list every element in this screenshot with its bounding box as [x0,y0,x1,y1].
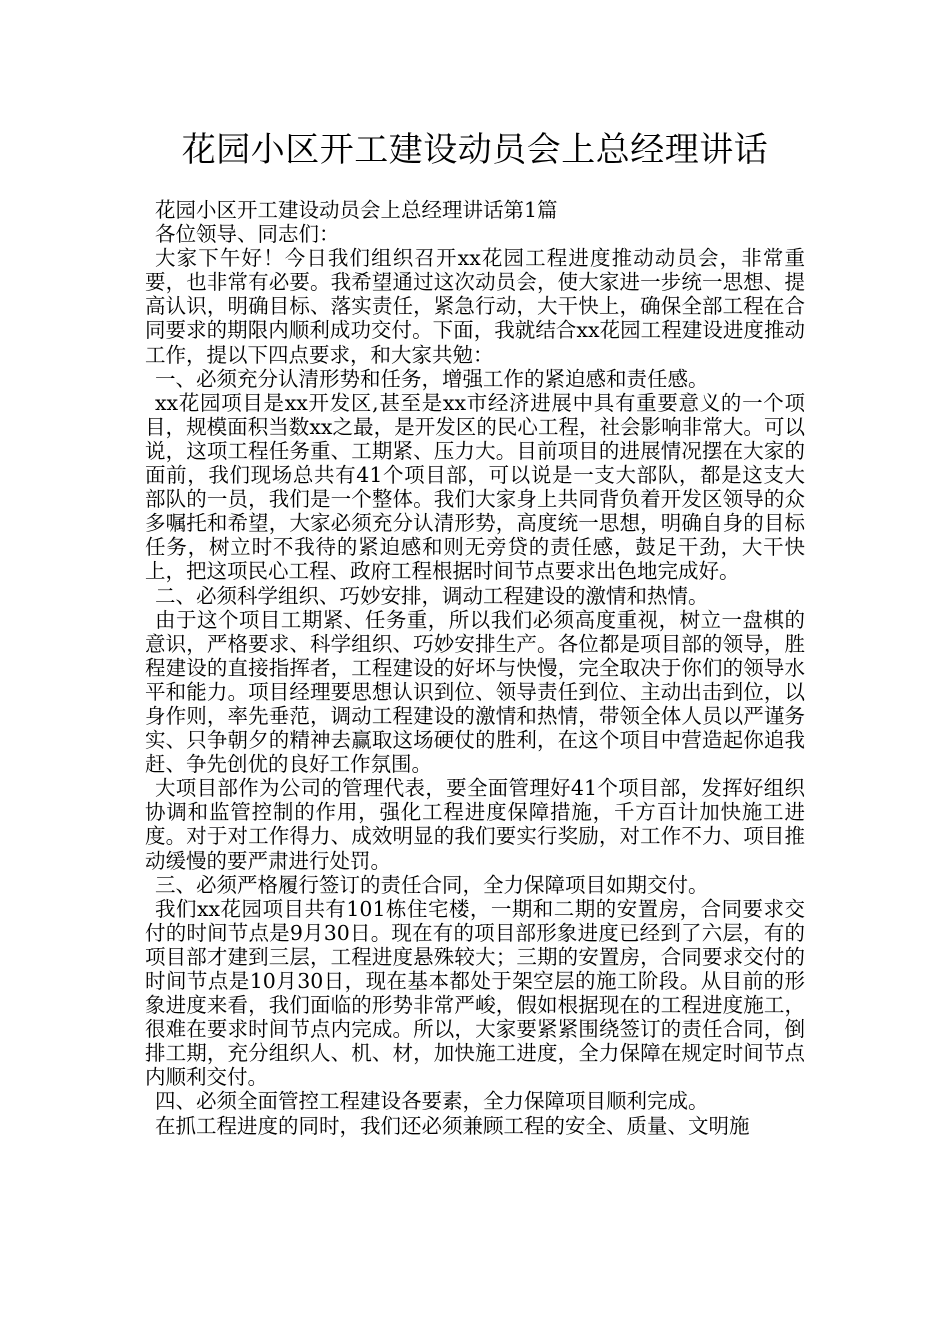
body-paragraph: 大家下午好！今日我们组织召开xx花园工程进度推动动员会，非常重要，也非常有必要。我希望通过这次动员会，使大家进一步统一思想、提高认识，明确目标、落实责任，紧急行动，大干快上，确保全部工程在合同要求的期限内顺利成功交付。下面，我就结合xx花园工程建设进度推动工作，提以下四点要求，和大家共勉： [145,246,805,367]
body-paragraph: xx花园项目是xx开发区,甚至是xx市经济进展中具有重要意义的一个项目，规模面积当数xx之最，是开发区的民心工程，社会影响非常大。可以说，这项工程任务重、工期紧、压力大。目前项目的进展情况摆在大家的面前，我们现场总共有41个项目部，可以说是一支大部队，都是这支大部队的一员，我们是一个整体。我们大家身上共同背负着开发区领导的众多嘱托和希望，大家必须充分认清形势，高度统一思想，明确自身的目标任务，树立时不我待的紧迫感和则无旁贷的责任感，鼓足干劲，大干快上，把这项民心工程、政府工程根据时间节点要求出色地完成好。 [145,390,805,584]
section-heading: 一、必须充分认清形势和任务，增强工作的紧迫感和责任感。 [155,366,709,391]
document-body [145,198,805,1138]
section-heading: 二、必须科学组织、巧妙安排，调动工程建设的激情和热情。 [155,583,709,608]
body-paragraph: 大项目部作为公司的管理代表，要全面管理好41个项目部，发挥好组织协调和监管控制的作用，强化工程进度保障措施，千方百计加快施工进度。对于对工作得力、成效明显的我们要实行奖励，对工作不力、项目推动缓慢的要严肃进行处罚。 [145,776,805,873]
subtitle-paragraph: 花园小区开工建设动员会上总经理讲话第1篇 [155,198,558,222]
section-heading: 四、必须全面管控工程建设各要素，全力保障项目顺利完成。 [155,1089,709,1114]
body-paragraph: 在抓工程进度的同时，我们还必须兼顾工程的安全、质量、文明施 [155,1113,750,1138]
salutation-paragraph: 各位领导、同志们： [155,222,340,247]
body-paragraph: 由于这个项目工期紧、任务重，所以我们必须高度重视，树立一盘棋的意识，严格要求、科学组织、巧妙安排生产。各位都是项目部的领导，胜程建设的直接指挥者，工程建设的好坏与快慢，完全取决于你们的领导水平和能力。项目经理要思想认识到位、领导责任到位、主动出击到位，以身作则，率先垂范，调动工程建设的激情和热情，带领全体人员以严谨务实、只争朝夕的精神去赢取这场硬仗的胜利，在这个项目中营造起你追我赶、争先创优的良好工作氛围。 [145,607,805,777]
section-heading: 三、必须严格履行签订的责任合同，全力保障项目如期交付。 [155,872,709,897]
document-title: 花园小区开工建设动员会上总经理讲话 [181,130,769,170]
body-paragraph: 我们xx花园项目共有101栋住宅楼，一期和二期的安置房，合同要求交付的时间节点是9月30日。现在有的项目部形象进度已经到了六层，有的项目部才建到三层，工程进度悬殊较大；三期的安置房，合同要求交付的时间节点是10月30日，现在基本都处于架空层的施工阶段。从目前的形象进度来看，我们面临的形势非常严峻，假如根据现在的工程进度施工，很难在要求时间节点内完成。所以，大家要紧紧围绕签订的责任合同，倒排工期，充分组织人、机、材，加快施工进度，全力保障在规定时间节点内顺利交付。 [145,896,805,1090]
